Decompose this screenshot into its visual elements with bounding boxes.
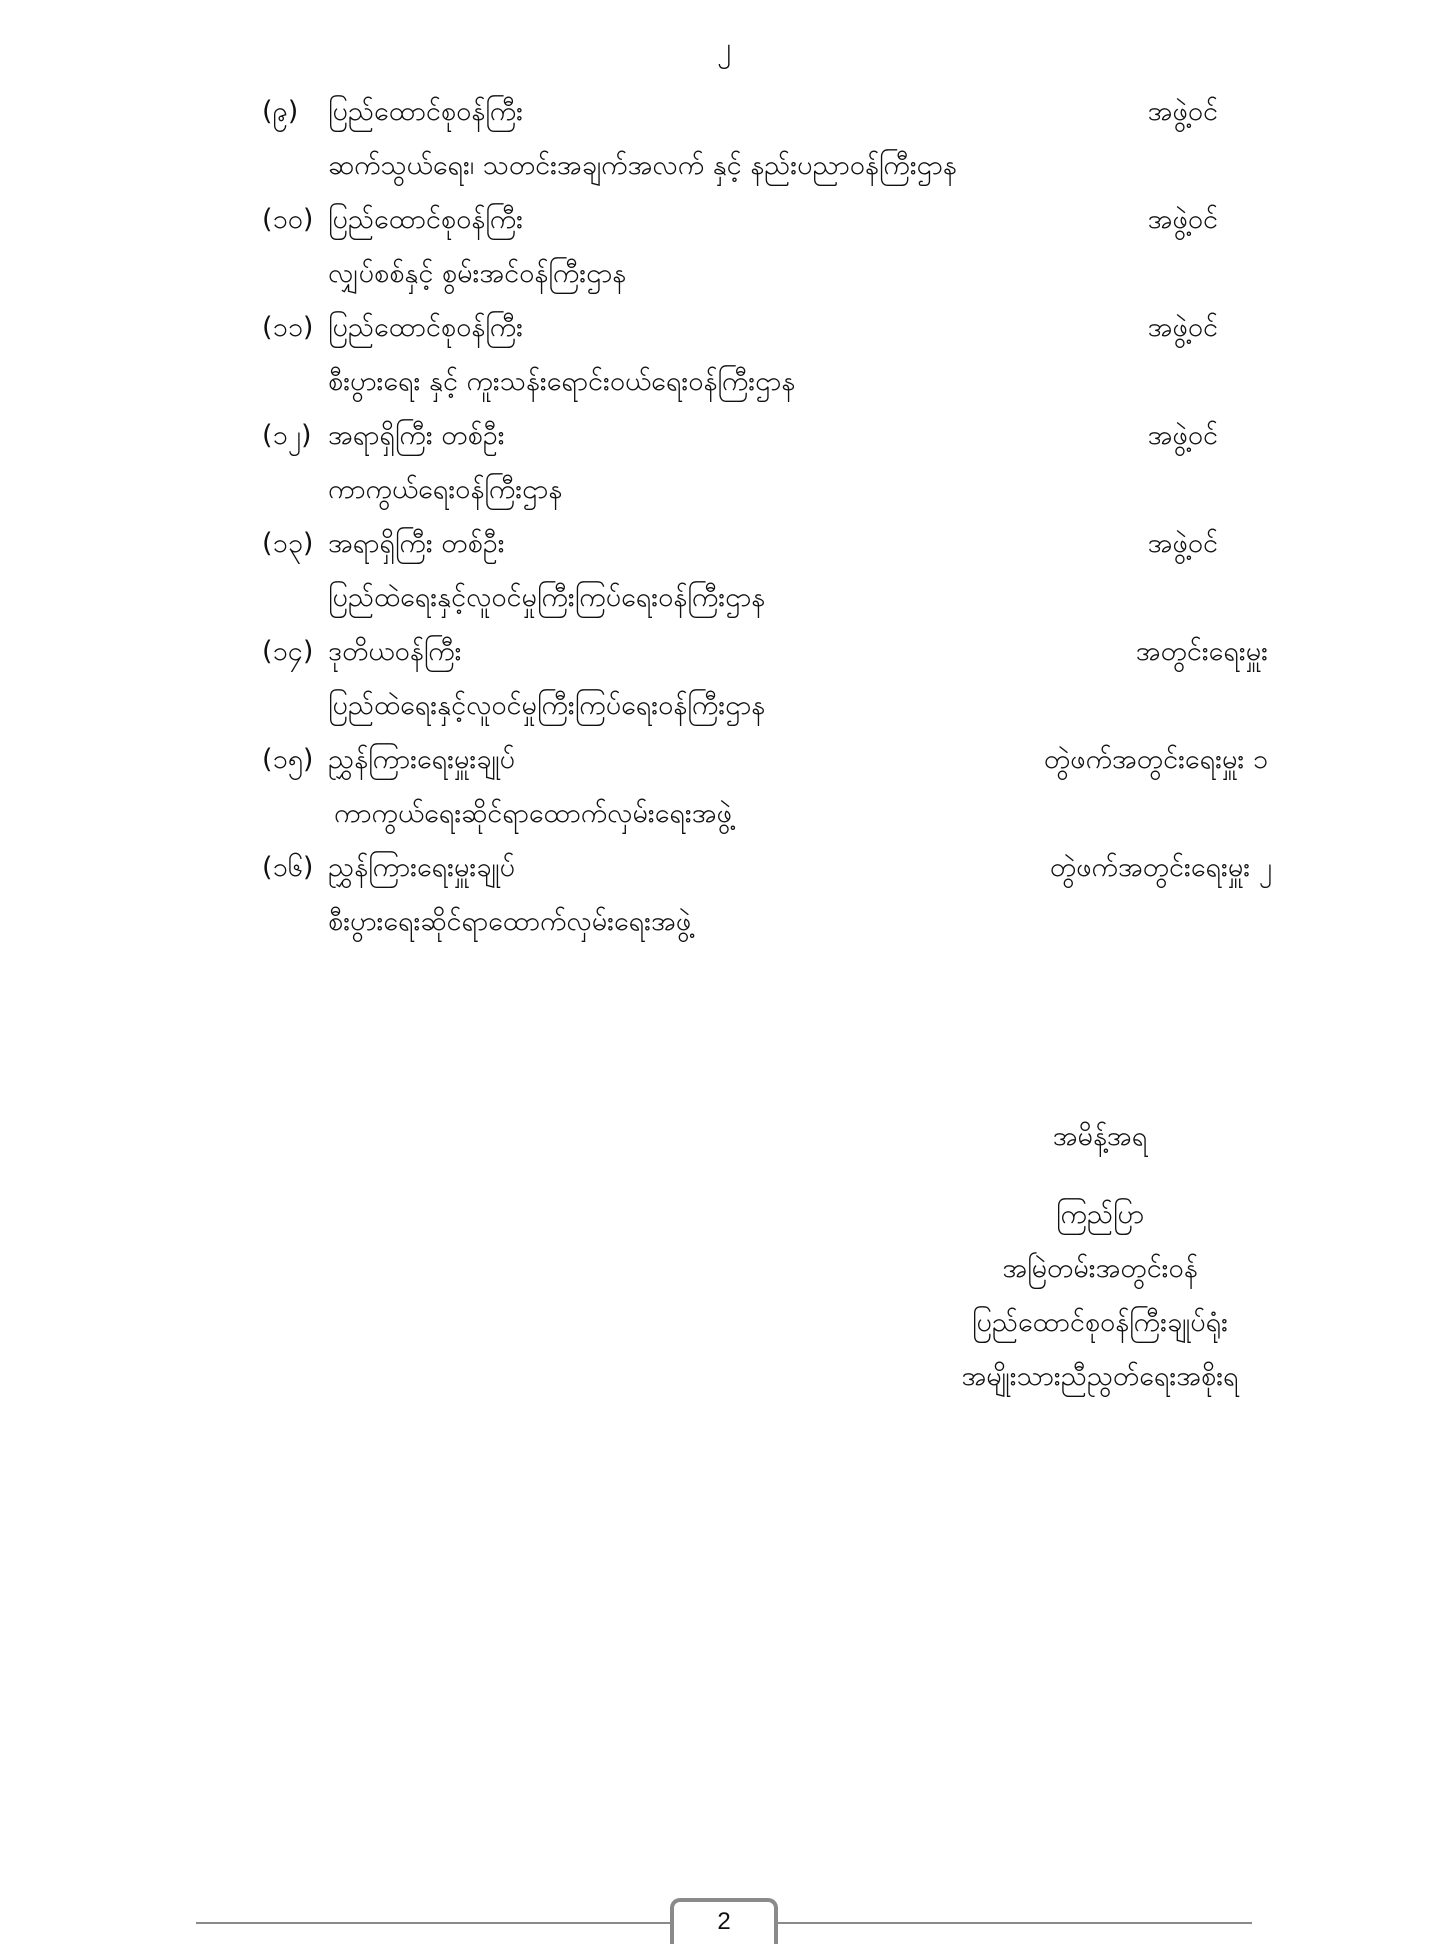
member-title: အရာရှိကြီး တစ်ဦး xyxy=(328,528,505,559)
signature-block xyxy=(880,1110,1320,1404)
footer-rule-right xyxy=(778,1922,1252,1924)
signatory-name: ကြည်ပြာ xyxy=(1055,1199,1145,1230)
signature-gap xyxy=(880,1164,1320,1188)
member-title: ပြည်ထောင်စုဝန်ကြီး xyxy=(328,204,524,235)
member-role: အဖွဲ့ဝင် xyxy=(1147,96,1218,127)
member-number: (၁၀) xyxy=(262,204,314,235)
member-organization: ကာကွယ်ရေးဆိုင်ရာထောက်လှမ်းရေးအဖွဲ့ xyxy=(334,798,732,829)
member-title: ဒုတိယဝန်ကြီး xyxy=(328,636,462,667)
member-line xyxy=(262,736,1272,784)
member-number: (၁၅) xyxy=(262,744,314,775)
footer-rule-left xyxy=(196,1922,670,1924)
member-number: (၁၆) xyxy=(262,852,314,883)
member-organization: ပြည်ထဲရေးနှင့်လူဝင်မှုကြီးကြပ်ရေးဝန်ကြီးဌာန xyxy=(328,690,766,721)
page-number-top: ၂ xyxy=(717,31,731,64)
member-line xyxy=(262,304,1272,352)
member-organization: စီးပွားရေးဆိုင်ရာထောက်လှမ်းရေးအဖွဲ့ xyxy=(328,906,692,937)
member-role: အဖွဲ့ဝင် xyxy=(1147,528,1218,559)
member-line xyxy=(262,844,1272,892)
members-list xyxy=(262,88,1272,952)
signatory-title: အမြဲတမ်းအတွင်းဝန် xyxy=(1002,1253,1198,1284)
member-organization: ဆက်သွယ်ရေး၊ သတင်းအချက်အလက် နှင့် နည်းပညာဝန်ကြီးဌာန xyxy=(328,150,957,181)
member-role: အဖွဲ့ဝင် xyxy=(1147,312,1218,343)
member-entry xyxy=(262,412,1272,520)
member-role: အတွင်းရေးမှူး xyxy=(1135,636,1268,667)
member-organization: လျှပ်စစ်နှင့် စွမ်းအင်ဝန်ကြီးဌာန xyxy=(328,258,627,289)
member-organization: စီးပွားရေး နှင့် ကူးသန်းရောင်းဝယ်ရေးဝန်ကြီးဌာန xyxy=(328,366,796,397)
member-title: ညွှန်ကြားရေးမှူးချုပ် xyxy=(328,852,516,883)
member-number: (၁၄) xyxy=(262,636,314,667)
member-organization: ပြည်ထဲရေးနှင့်လူဝင်မှုကြီးကြပ်ရေးဝန်ကြီးဌာန xyxy=(328,582,766,613)
signatory-government: အမျိုးသားညီညွတ်ရေးအစိုးရ xyxy=(961,1361,1239,1392)
member-role: တွဲဖက်အတွင်းရေးမှူး ၁ xyxy=(1043,744,1268,775)
by-order-text: အမိန့်အရ xyxy=(1052,1121,1148,1152)
member-entry xyxy=(262,628,1272,736)
member-entry xyxy=(262,196,1272,304)
member-number: (၉) xyxy=(262,96,299,127)
member-entry xyxy=(262,736,1272,844)
member-line xyxy=(262,412,1272,460)
member-number: (၁၃) xyxy=(262,528,314,559)
member-title: အရာရှိကြီး တစ်ဦး xyxy=(328,420,505,451)
member-entry xyxy=(262,304,1272,412)
member-entry xyxy=(262,88,1272,196)
member-line xyxy=(262,196,1272,244)
member-line xyxy=(262,88,1272,136)
member-role: အဖွဲ့ဝင် xyxy=(1147,420,1218,451)
footer-page-number: 2 xyxy=(717,1908,731,1935)
member-role: အဖွဲ့ဝင် xyxy=(1147,204,1218,235)
member-number: (၁၁) xyxy=(262,312,314,343)
member-title: ပြည်ထောင်စုဝန်ကြီး xyxy=(328,96,524,127)
member-line xyxy=(262,520,1272,568)
member-entry xyxy=(262,844,1272,952)
member-organization: ကာကွယ်ရေးဝန်ကြီးဌာန xyxy=(328,474,563,505)
member-role: တွဲဖက်အတွင်းရေးမှူး ၂ xyxy=(1049,852,1272,883)
member-line xyxy=(262,628,1272,676)
page-footer xyxy=(196,1898,1252,1944)
member-number: (၁၂) xyxy=(262,420,312,451)
signatory-office: ပြည်ထောင်စုဝန်ကြီးချုပ်ရုံး xyxy=(971,1307,1229,1338)
member-title: ညွှန်ကြားရေးမှူးချုပ် xyxy=(328,744,516,775)
member-entry xyxy=(262,520,1272,628)
member-title: ပြည်ထောင်စုဝန်ကြီး xyxy=(328,312,524,343)
